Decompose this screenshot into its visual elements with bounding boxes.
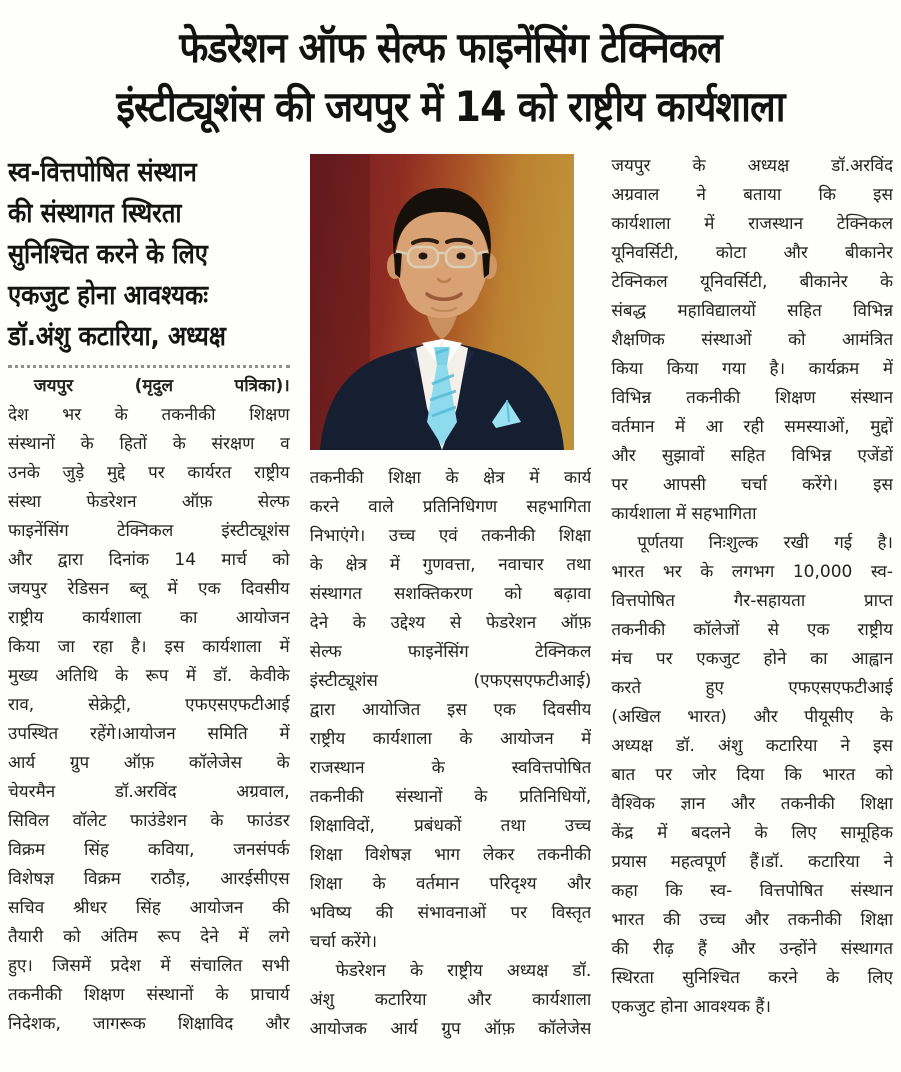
article-line: राव, सेक्रेट्री, एफएसएफटीआई xyxy=(8,695,290,715)
article-line: शैक्षणिक संस्थाओं को आमंत्रित xyxy=(611,330,894,350)
headline-line-2: इंस्टीट्यूशंस की जयपुर में 14 को राष्ट्रीय कार्यशाला xyxy=(116,82,785,131)
middle-column-body xyxy=(310,464,592,1044)
article-line: और द्वारा दिनांक 14 मार्च को xyxy=(8,550,290,570)
article-line: देने के उद्देश्य से फेडरेशन ऑफ़ xyxy=(309,613,592,633)
article-line: कार्यशाला में सहभागिता xyxy=(611,504,757,524)
subhead-line: स्व-वित्तपोषित संस्थान xyxy=(8,157,197,188)
article-line: सचिव श्रीधर सिंह आयोजन की xyxy=(8,898,290,918)
article-line: तकनीकी संस्थानों के प्रतिनिधियों, xyxy=(309,787,592,807)
article-line: मुख्य अतिथि के रूप में डॉ. केवीके xyxy=(8,666,290,686)
article-line: अंशु कटारिया और कार्यशाला xyxy=(309,990,592,1010)
article-line: उनके जुड़े मुद्दे पर कार्यरत राष्ट्रीय xyxy=(8,463,290,483)
article-line: करने वाले प्रतिनिधिगण सहभागिता xyxy=(309,497,592,517)
left-column xyxy=(8,152,290,1039)
article-line: फाइनेंसिंग टेक्निकल इंस्टीट्यूशंस xyxy=(8,521,290,541)
article-line: उपस्थित रहेंगे।आयोजन समिति में xyxy=(8,724,290,744)
article-line: राष्ट्रीय कार्यशाला का आयोजन xyxy=(8,608,290,628)
article-line: संस्थागत सशक्तिकरण को बढ़ावा xyxy=(309,584,592,604)
right-column-body xyxy=(611,152,893,1022)
headline xyxy=(8,18,893,136)
article-line: कार्यशाला में राजस्थान टेक्निकल xyxy=(611,214,894,234)
article-line: तकनीकी कॉलेजों से एक राष्ट्रीय xyxy=(611,620,894,640)
article-line: भविष्य की संभावनाओं पर विस्तृत xyxy=(309,903,592,923)
article-line: पूर्णतया निःशुल्क रखी गई है। xyxy=(637,533,894,553)
article-line: देश भर के तकनीकी शिक्षण xyxy=(8,405,290,425)
portrait-photo-illustration xyxy=(310,154,574,450)
article-line: आयोजक आर्य ग्रुप ऑफ़ कॉलेजेस xyxy=(309,1019,592,1039)
article-line: एकजुट होना आवश्यक हैं। xyxy=(611,997,771,1017)
article-line: संबद्ध महाविद्यालयों सहित विभिन्न xyxy=(611,301,894,321)
article-line: विशेषज्ञ विक्रम राठौड़, आरईसीएस xyxy=(8,869,290,889)
article-line: आर्य ग्रुप ऑफ़ कॉलेजेस के xyxy=(8,753,290,773)
article-line: स्थिरता सुनिश्चित करने के लिए xyxy=(611,968,894,988)
subhead-line: एकजुट होना आवश्यकः xyxy=(8,280,209,311)
article-line: विक्रम सिंह कविया, जनसंपर्क xyxy=(8,840,290,860)
article-line: भारत की उच्च और तकनीकी शिक्षा xyxy=(611,910,894,930)
article-line: तैयारी को अंतिम रूप देने में लगे xyxy=(8,927,290,947)
article-line: (अखिल भारत) और पीयूसीए के xyxy=(611,707,894,727)
article-line: अग्रवाल ने बताया कि इस xyxy=(611,185,894,205)
article-line: के क्षेत्र में गुणवत्ता, नवाचार तथा xyxy=(309,555,592,575)
left-column-body xyxy=(8,401,290,1039)
article-line: कहा कि स्व- वित्तपोषित संस्थान xyxy=(611,881,894,901)
article-line: प्रयास महत्वपूर्ण हैं।डॉ. कटारिया ने xyxy=(611,852,894,872)
article-line: भारत भर के लगभग 10,000 स्व- xyxy=(611,562,894,582)
subhead-line: की संस्थागत स्थिरता xyxy=(8,198,182,229)
article-line: जयपुर रेडिसन ब्लू में एक दिवसीय xyxy=(8,579,290,599)
subhead-line: सुनिश्चित करने के लिए xyxy=(8,239,208,270)
article-line: हुए। जिसमें प्रदेश में संचालित सभी xyxy=(8,956,290,976)
article-line: सिविल वॉलेट फाउंडेशन के फाउंडर xyxy=(8,811,290,831)
article-line: राजस्थान के स्ववित्तपोषित xyxy=(309,758,592,778)
article-line: वैश्विक ज्ञान और तकनीकी शिक्षा xyxy=(611,794,894,814)
article-line: बात पर जोर दिया कि भारत को xyxy=(611,765,894,785)
article-columns xyxy=(8,152,893,1044)
article-line: यूनिवर्सिटी, कोटा और बीकानेर xyxy=(611,243,894,263)
article-line: अध्यक्ष डॉ. अंशु कटारिया ने इस xyxy=(611,736,894,756)
article-line: इंस्टीट्यूशंस (एफएसएफटीआई) xyxy=(309,671,592,691)
portrait-photo xyxy=(310,154,574,450)
article-line: करते हुए एफएसएफटीआई xyxy=(611,678,894,698)
article-line: पर आपसी चर्चा करेंगे। इस xyxy=(611,475,894,495)
article-line: विभिन्न तकनीकी शिक्षण संस्थान xyxy=(611,388,894,408)
article-line: तकनीकी शिक्षा के क्षेत्र में कार्य xyxy=(309,468,592,488)
article-line: और सुझावों सहित विभिन्न एजेंडों xyxy=(611,446,894,466)
article-line: की रीढ़ हैं और उन्होंने संस्थागत xyxy=(611,939,894,959)
article-line: द्वारा आयोजित इस एक दिवसीय xyxy=(309,700,592,720)
subhead-line: डॉ.अंशु कटारिया, अध्यक्ष xyxy=(8,321,226,352)
right-column xyxy=(611,152,893,1022)
article-line: संस्था फेडरेशन ऑफ़ सेल्फ xyxy=(8,492,290,512)
article-line: शिक्षा विशेषज्ञ भाग लेकर तकनीकी xyxy=(309,845,592,865)
article-line: चेयरमैन डॉ.अरविंद अग्रवाल, xyxy=(8,782,290,802)
article-line: तकनीकी शिक्षण संस्थानों के प्राचार्य xyxy=(8,985,290,1005)
article-line: टेक्निकल यूनिवर्सिटी, बीकानेर के xyxy=(611,272,894,292)
article-line: संस्थानों के हितों के संरक्षण व xyxy=(8,434,290,454)
article-line: वर्तमान में आ रही समस्याओं, मुद्दों xyxy=(611,417,894,437)
headline-line-1: फेडरेशन ऑफ सेल्फ फाइनेंसिंग टेक्निकल xyxy=(179,23,722,72)
subheadline xyxy=(8,152,290,357)
dotted-separator xyxy=(8,365,290,368)
article-line: फेडरेशन के राष्ट्रीय अध्यक्ष डॉ. xyxy=(335,961,592,981)
article-line: निभाएंगे। उच्च एवं तकनीकी शिक्षा xyxy=(309,526,592,546)
article-line: चर्चा करेंगे। xyxy=(309,932,378,952)
article-line: सेल्फ फाइनेंसिंग टेक्निकल xyxy=(309,642,592,662)
dateline: जयपुर (मृदुल पत्रिका)। xyxy=(34,376,290,396)
article-line: निदेशक, जागरूक शिक्षाविद और xyxy=(8,1014,290,1034)
article-line: केंद्र में बदलने के लिए सामूहिक xyxy=(611,823,894,843)
article-line: वित्तपोषित गैर-सहायता प्राप्त xyxy=(611,591,894,611)
middle-column xyxy=(310,152,592,1044)
article-line: मंच पर एकजुट होने का आह्वान xyxy=(611,649,894,669)
article-line: किया किया गया है। कार्यक्रम में xyxy=(611,359,894,379)
article-line: शिक्षा के वर्तमान परिदृश्य और xyxy=(309,874,592,894)
article-line: जयपुर के अध्यक्ष डॉ.अरविंद xyxy=(611,156,894,176)
article-line: शिक्षाविदों, प्रबंधकों तथा उच्च xyxy=(309,816,592,836)
article-line: किया जा रहा है। इस कार्यशाला में xyxy=(8,637,290,657)
article-line: राष्ट्रीय कार्यशाला के आयोजन में xyxy=(309,729,592,749)
